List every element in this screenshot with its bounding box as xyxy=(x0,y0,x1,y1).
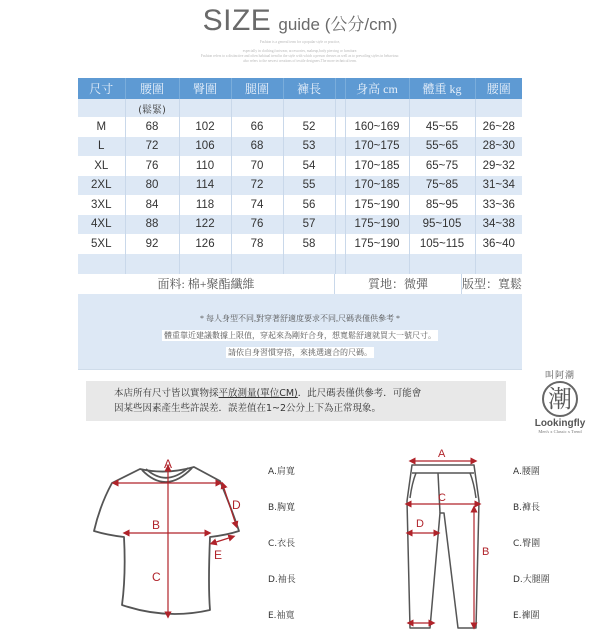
marker-b: B xyxy=(152,518,161,532)
cell: 55~65 xyxy=(409,137,475,157)
cell: 114 xyxy=(179,176,231,196)
cell xyxy=(335,156,345,176)
legend-leg-opening: E.褲圍 xyxy=(513,611,540,621)
pants-legend xyxy=(513,464,550,638)
cell: 74 xyxy=(231,195,283,215)
legend-length: C.衣長 xyxy=(268,539,296,549)
subtitle-block xyxy=(100,40,500,64)
legend-chest: B.胸寬 xyxy=(268,503,296,513)
pants-diagram-icon xyxy=(402,443,492,633)
cell: 102 xyxy=(179,117,231,137)
cell: 31~34 xyxy=(475,176,522,196)
cell: 110 xyxy=(179,156,231,176)
marker-a: A xyxy=(164,457,173,471)
title-size: SIZE xyxy=(202,4,272,37)
cell xyxy=(125,254,179,274)
note-line-2-text: 體重靠近建議數據上限值，穿起來為剛好合身，想寬鬆舒適就買大一號尺寸。 xyxy=(164,330,436,340)
table-row xyxy=(78,176,522,196)
cell-size: 2XL xyxy=(78,176,125,196)
marker-c: C xyxy=(152,570,161,584)
cell: 170~185 xyxy=(345,176,409,196)
marker-d: D xyxy=(232,498,241,512)
cell xyxy=(231,254,283,274)
cell-size: 3XL xyxy=(78,195,125,215)
cell-size: XL xyxy=(78,156,125,176)
legend-sleeve-length: D.袖長 xyxy=(268,575,296,585)
legend-sleeve-width: E.袖寬 xyxy=(268,611,295,621)
disclaimer-text: ．此尺碼表僅供參考．可能會 xyxy=(297,388,422,399)
subtitle-line-2: especially in clothing,footwear, accessories, makeup,body piercing or furniture. xyxy=(242,49,358,53)
note-line-1: * 每人身型不同,對穿著舒適度要求不同,尺碼表僅供參考 * xyxy=(200,313,400,323)
cell: 175~190 xyxy=(345,234,409,254)
sizing-notes xyxy=(78,294,522,370)
logo-top-text: 叫阿潮 xyxy=(544,371,575,381)
table-row xyxy=(78,156,522,176)
marker-c: C xyxy=(438,492,446,504)
table-row xyxy=(78,137,522,157)
col-header-waist-in: 腰圍 xyxy=(475,78,522,99)
subheader-cell xyxy=(335,99,345,117)
cell xyxy=(475,254,522,274)
cell xyxy=(335,117,345,137)
table-empty-row xyxy=(78,254,522,274)
brand-logo xyxy=(526,368,594,434)
cell xyxy=(335,137,345,157)
cell: 75~85 xyxy=(409,176,475,196)
cell: 68 xyxy=(231,137,283,157)
cell xyxy=(335,234,345,254)
cell: 76 xyxy=(125,156,179,176)
subtitle-line-3: Fashion refers to a distinctive and often habitual trend in the style with which a person dresses as well as to prevailing styles in behaviour. xyxy=(200,54,400,58)
cell: 126 xyxy=(179,234,231,254)
cell xyxy=(345,254,409,274)
table-row xyxy=(78,215,522,235)
cell: 54 xyxy=(283,156,335,176)
logo-brand-name: Lookingfly xyxy=(534,418,586,429)
cell: 170~185 xyxy=(345,156,409,176)
cell: 170~175 xyxy=(345,137,409,157)
table-subheader-row xyxy=(78,99,522,117)
cell: 70 xyxy=(231,156,283,176)
col-header-size: 尺寸 xyxy=(78,78,125,99)
cell: 88 xyxy=(125,215,179,235)
col-header-hip: 臀圍 xyxy=(179,78,231,99)
cell: 52 xyxy=(283,117,335,137)
cell: 118 xyxy=(179,195,231,215)
legend-waist: A.腰圍 xyxy=(513,467,540,477)
cell: 33~36 xyxy=(475,195,522,215)
col-header-weight: 體重 kg xyxy=(409,78,475,99)
measurement-disclaimer xyxy=(86,381,506,421)
cell xyxy=(335,215,345,235)
table-row xyxy=(78,195,522,215)
disclaimer-line-2: 因某些因素產生些許誤差．誤差值在1~2公分上下為正常現象。 xyxy=(114,403,382,414)
subtitle-line-4: also refers to the newest creations of textile designers.The more technical term. xyxy=(243,59,357,63)
marker-b: B xyxy=(482,546,490,558)
cell: 80 xyxy=(125,176,179,196)
cell: 95~105 xyxy=(409,215,475,235)
cell xyxy=(409,254,475,274)
cell xyxy=(335,195,345,215)
cell: 175~190 xyxy=(345,215,409,235)
cell xyxy=(335,254,345,274)
disclaimer-line-1 xyxy=(114,386,506,401)
table-header-row xyxy=(78,78,522,99)
subheader-cell xyxy=(231,99,283,117)
cell: 45~55 xyxy=(409,117,475,137)
cell: 55 xyxy=(283,176,335,196)
fabric-fit: 版型：寬鬆 xyxy=(462,276,523,291)
cell: 34~38 xyxy=(475,215,522,235)
cell xyxy=(335,176,345,196)
col-header-spacer xyxy=(335,78,345,99)
tshirt-legend xyxy=(268,464,296,638)
legend-pants-length: B.褲長 xyxy=(513,503,541,513)
disclaimer-underlined: 平放測量(單位CM) xyxy=(218,388,298,399)
logo-emblem: 潮 xyxy=(542,381,578,417)
col-header-thigh: 腿圍 xyxy=(231,78,283,99)
cell xyxy=(179,254,231,274)
note-line-3-text: 請依自身習慣穿搭，來挑選適合的尺碼。 xyxy=(228,347,372,357)
cell: 26~28 xyxy=(475,117,522,137)
subheader-cell xyxy=(475,99,522,117)
disclaimer-text: 本店所有尺寸皆以實物採 xyxy=(114,388,219,399)
size-table-container xyxy=(78,78,522,370)
col-header-height: 身高 cm xyxy=(345,78,409,99)
fabric-info-row xyxy=(78,274,522,294)
subtitle-line-1: Fashion is a general term for a popular style or practice, xyxy=(259,40,341,44)
cell-size: 4XL xyxy=(78,215,125,235)
table-row xyxy=(78,234,522,254)
cell xyxy=(283,254,335,274)
col-header-length: 褲長 xyxy=(283,78,335,99)
cell: 68 xyxy=(125,117,179,137)
table-row xyxy=(78,117,522,137)
legend-hip: C.臀圍 xyxy=(513,539,541,549)
cell: 72 xyxy=(231,176,283,196)
subheader-cell xyxy=(78,99,125,117)
logo-tagline: Men's x Classic x Trend xyxy=(538,429,582,434)
cell-size: M xyxy=(78,117,125,137)
cell: 56 xyxy=(283,195,335,215)
cell: 29~32 xyxy=(475,156,522,176)
note-line-2 xyxy=(78,327,522,344)
cell-size: L xyxy=(78,137,125,157)
col-header-waist: 腰圍 xyxy=(125,78,179,99)
cell xyxy=(78,254,125,274)
size-table xyxy=(78,78,522,274)
subheader-cell xyxy=(179,99,231,117)
cell: 122 xyxy=(179,215,231,235)
note-line-3 xyxy=(78,344,522,361)
marker-e: E xyxy=(214,548,223,562)
cell: 72 xyxy=(125,137,179,157)
subheader-cell xyxy=(409,99,475,117)
fabric-texture: 質地：微彈 xyxy=(335,274,462,294)
cell: 28~30 xyxy=(475,137,522,157)
marker-d: D xyxy=(416,518,424,530)
legend-thigh: D.大腿圍 xyxy=(513,575,550,585)
cell-size: 5XL xyxy=(78,234,125,254)
legend-shoulder: A.肩寬 xyxy=(268,467,295,477)
cell: 160~169 xyxy=(345,117,409,137)
marker-a: A xyxy=(438,448,446,460)
cell: 106 xyxy=(179,137,231,157)
cell: 78 xyxy=(231,234,283,254)
cell: 53 xyxy=(283,137,335,157)
subheader-elastic: (鬆緊) xyxy=(125,99,179,117)
fabric-material: 面料: 棉+聚酯纖維 xyxy=(78,274,335,294)
tshirt-diagram-icon xyxy=(82,455,252,630)
subheader-cell xyxy=(345,99,409,117)
cell: 66 xyxy=(231,117,283,137)
cell: 105~115 xyxy=(409,234,475,254)
cell: 175~190 xyxy=(345,195,409,215)
cell: 84 xyxy=(125,195,179,215)
page-title xyxy=(0,4,600,38)
subheader-cell xyxy=(283,99,335,117)
cell: 57 xyxy=(283,215,335,235)
cell: 65~75 xyxy=(409,156,475,176)
cell: 85~95 xyxy=(409,195,475,215)
cell: 92 xyxy=(125,234,179,254)
cell: 58 xyxy=(283,234,335,254)
cell: 36~40 xyxy=(475,234,522,254)
title-guide: guide (公分/cm) xyxy=(278,15,398,34)
cell: 76 xyxy=(231,215,283,235)
